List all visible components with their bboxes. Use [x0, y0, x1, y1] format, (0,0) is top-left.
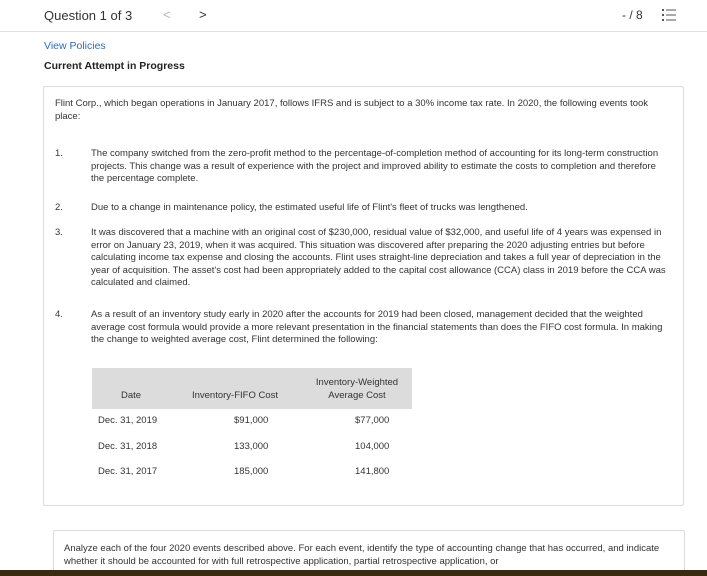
event-text: Due to a change in maintenance policy, the estimated useful life of Flint's fleet of trucks was lengthened.: [91, 202, 528, 213]
table-cell-fifo: 133,000: [234, 441, 269, 452]
column-header-date: Date: [120, 390, 142, 401]
column-header-weighted: Inventory-Weighted: [315, 377, 399, 388]
attempt-status: Current Attempt in Progress: [44, 60, 185, 72]
view-policies-link[interactable]: View Policies: [44, 40, 106, 52]
top-bar: [0, 0, 707, 32]
table-header: [92, 368, 412, 409]
event-text: The company switched from the zero-profit method to the percentage-of-completion method of accounting for its long-term construction projects. This change was a result of experience with the project and improved ability to estimate the costs to completion and therefore the percentage complete.: [91, 148, 659, 184]
question-intro: Flint Corp., which began operations in January 2017, follows IFRS and is subject to a 30% income tax rate. In 2020, the following events took place:: [55, 98, 649, 122]
table-cell-fifo: 185,000: [234, 466, 269, 477]
event-text: It was discovered that a machine with an original cost of $230,000, residual value of $32,000, and useful life of 4 years was expensed in error on January 23, 2019, when it was acquired. This situation was discovered after preparing the 2020 adjusting entries but before calculating income tax expense and closing the accounts. Flint uses straight-line depreciation and takes a full year of depreciation in the year of acquisition. The asset's cost had been appropriately added to the capital cost allowance (CCA) class in 2019 before the CCA was calculated and claimed.: [91, 227, 666, 288]
table-cell-date: Dec. 31, 2019: [98, 415, 158, 426]
chevron-right-icon[interactable]: >: [199, 7, 207, 22]
table-cell-weighted: 104,000: [355, 441, 390, 452]
event-number: 2.: [55, 202, 63, 213]
column-header-average-cost: Average Cost: [328, 390, 386, 401]
list-icon[interactable]: [662, 8, 676, 22]
bottom-edge-bar: [0, 570, 707, 576]
table-cell-weighted: 141,800: [355, 466, 390, 477]
table-cell-date: Dec. 31, 2017: [98, 466, 158, 477]
instructions-text: Analyze each of the four 2020 events described above. For each event, identify the type of accounting change that has occurred, and indicate whether it should be accounted for with full retrospective application, partial retrospective application, or: [64, 543, 660, 567]
chevron-left-icon[interactable]: <: [163, 7, 171, 22]
event-text: As a result of an inventory study early in 2020 after the accounts for 2019 had been closed, management decided that the weighted average cost formula would provide a more relevant presentation in the financial statements than does the FIFO cost formula. In making the change to weighted average cost, Flint determined the following:: [91, 309, 663, 345]
score-display: - / 8: [622, 8, 643, 22]
event-number: 1.: [55, 148, 63, 159]
table-cell-weighted: $77,000: [355, 415, 390, 426]
table-cell-fifo: $91,000: [234, 415, 269, 426]
event-number: 4.: [55, 309, 63, 320]
event-number: 3.: [55, 227, 63, 238]
table-cell-date: Dec. 31, 2018: [98, 441, 158, 452]
question-counter: Question 1 of 3: [44, 8, 133, 23]
column-header-fifo: Inventory-FIFO Cost: [191, 390, 279, 401]
question-panel: [43, 86, 684, 506]
